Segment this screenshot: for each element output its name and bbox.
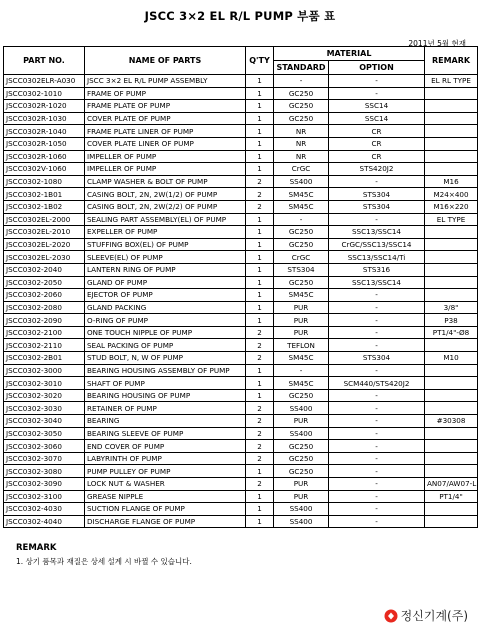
remark-cell	[425, 226, 478, 239]
remark-cell	[425, 364, 478, 377]
part-name-cell: JSCC 3×2 EL R/L PUMP ASSEMBLY	[85, 75, 246, 88]
standard-cell: GC250	[274, 389, 329, 402]
standard-cell: GC250	[274, 452, 329, 465]
part-name-cell: FRAME PLATE LINER OF PUMP	[85, 125, 246, 138]
part-no-cell: JSCC0302ELR-A030	[4, 75, 85, 88]
option-cell: CR	[329, 125, 425, 138]
header-name: NAME OF PARTS	[85, 47, 246, 75]
parts-table	[3, 46, 478, 528]
remark-cell	[425, 150, 478, 163]
company-logo	[384, 607, 468, 624]
qty-cell: 1	[246, 226, 274, 239]
standard-cell: PUR	[274, 490, 329, 503]
remark-cell: EL TYPE	[425, 213, 478, 226]
part-name-cell: SUCTION FLANGE OF PUMP	[85, 503, 246, 516]
part-name-cell: CLAMP WASHER & BOLT OF PUMP	[85, 175, 246, 188]
remark-cell: PT1/4"-Ø8	[425, 326, 478, 339]
option-cell: -	[329, 326, 425, 339]
part-no-cell: JSCC0302-3000	[4, 364, 85, 377]
part-name-cell: DISCHARGE FLANGE OF PUMP	[85, 515, 246, 528]
option-cell: -	[329, 452, 425, 465]
part-name-cell: COVER PLATE OF PUMP	[85, 112, 246, 125]
table-row	[4, 175, 478, 188]
option-cell: SCM440/STS420J2	[329, 377, 425, 390]
option-cell: SSC13/SSC14/Ti	[329, 251, 425, 264]
option-cell: -	[329, 515, 425, 528]
option-cell: -	[329, 75, 425, 88]
table-row	[4, 478, 478, 491]
standard-cell: SM45C	[274, 200, 329, 213]
remark-cell	[425, 339, 478, 352]
table-row	[4, 112, 478, 125]
option-cell: STS304	[329, 352, 425, 365]
part-no-cell: JSCC0302EL-2000	[4, 213, 85, 226]
standard-cell: TEFLON	[274, 339, 329, 352]
option-cell: -	[329, 87, 425, 100]
standard-cell: PUR	[274, 326, 329, 339]
qty-cell: 2	[246, 352, 274, 365]
standard-cell: SM45C	[274, 352, 329, 365]
part-name-cell: SEALING PART ASSEMBLY(EL) OF PUMP	[85, 213, 246, 226]
part-name-cell: SLEEVE(EL) OF PUMP	[85, 251, 246, 264]
part-no-cell: JSCC0302-4030	[4, 503, 85, 516]
part-name-cell: ONE TOUCH NIPPLE OF PUMP	[85, 326, 246, 339]
remark-cell	[425, 427, 478, 440]
table-row	[4, 276, 478, 289]
standard-cell: PUR	[274, 415, 329, 428]
option-cell: -	[329, 465, 425, 478]
qty-cell: 1	[246, 112, 274, 125]
remark-cell: EL RL TYPE	[425, 75, 478, 88]
qty-cell: 1	[246, 75, 274, 88]
remark-cell	[425, 112, 478, 125]
part-no-cell: JSCC0302-3090	[4, 478, 85, 491]
qty-cell: 2	[246, 440, 274, 453]
part-no-cell: JSCC0302-1B01	[4, 188, 85, 201]
header-remark: REMARK	[425, 47, 478, 75]
part-name-cell: IMPELLER OF PUMP	[85, 163, 246, 176]
standard-cell: PUR	[274, 314, 329, 327]
option-cell: -	[329, 427, 425, 440]
part-name-cell: RETAINER OF PUMP	[85, 402, 246, 415]
part-no-cell: JSCC0302-4040	[4, 515, 85, 528]
standard-cell: -	[274, 364, 329, 377]
qty-cell: 1	[246, 87, 274, 100]
remark-cell: M24×400	[425, 188, 478, 201]
option-cell: -	[329, 402, 425, 415]
qty-cell: 2	[246, 452, 274, 465]
table-row	[4, 238, 478, 251]
remark-cell: 3/8"	[425, 301, 478, 314]
part-no-cell: JSCC0302-2040	[4, 263, 85, 276]
option-cell: CR	[329, 137, 425, 150]
part-name-cell: GLAND PACKING	[85, 301, 246, 314]
option-cell: STS304	[329, 200, 425, 213]
standard-cell: -	[274, 75, 329, 88]
standard-cell: NR	[274, 137, 329, 150]
table-row	[4, 339, 478, 352]
remark-title: REMARK	[16, 543, 57, 553]
table-row	[4, 440, 478, 453]
part-no-cell: JSCC0302R-1030	[4, 112, 85, 125]
qty-cell: 2	[246, 339, 274, 352]
table-row	[4, 377, 478, 390]
option-cell: -	[329, 175, 425, 188]
part-name-cell: CASING BOLT, 2N, 2W(1/2) OF PUMP	[85, 188, 246, 201]
part-no-cell: JSCC0302R-1050	[4, 137, 85, 150]
remark-cell	[425, 100, 478, 113]
option-cell: -	[329, 503, 425, 516]
remark-cell	[425, 87, 478, 100]
part-name-cell: EXPELLER OF PUMP	[85, 226, 246, 239]
remark-cell	[425, 402, 478, 415]
standard-cell: GC250	[274, 238, 329, 251]
remark-cell	[425, 137, 478, 150]
remark-cell	[425, 163, 478, 176]
part-no-cell: JSCC0302V-1060	[4, 163, 85, 176]
part-no-cell: JSCC0302-2090	[4, 314, 85, 327]
part-name-cell: CASING BOLT, 2N, 2W(2/2) OF PUMP	[85, 200, 246, 213]
option-cell: -	[329, 289, 425, 302]
table-row	[4, 263, 478, 276]
option-cell: STS420J2	[329, 163, 425, 176]
qty-cell: 1	[246, 389, 274, 402]
table-row	[4, 515, 478, 528]
part-name-cell: END COVER OF PUMP	[85, 440, 246, 453]
standard-cell: NR	[274, 150, 329, 163]
table-row	[4, 326, 478, 339]
qty-cell: 1	[246, 490, 274, 503]
qty-cell: 1	[246, 238, 274, 251]
remark-cell	[425, 377, 478, 390]
remark-cell: M16×220	[425, 200, 478, 213]
standard-cell: SS400	[274, 427, 329, 440]
part-no-cell: JSCC0302-2050	[4, 276, 85, 289]
remark-cell	[425, 263, 478, 276]
remark-cell: AN07/AW07-L	[425, 478, 478, 491]
table-row	[4, 314, 478, 327]
standard-cell: CrGC	[274, 163, 329, 176]
qty-cell: 2	[246, 427, 274, 440]
part-no-cell: JSCC0302-3060	[4, 440, 85, 453]
qty-cell: 2	[246, 415, 274, 428]
header-row	[4, 47, 478, 61]
part-name-cell: PUMP PULLEY OF PUMP	[85, 465, 246, 478]
header-option: OPTION	[329, 61, 425, 75]
standard-cell: SS400	[274, 402, 329, 415]
qty-cell: 2	[246, 478, 274, 491]
company-logo-icon	[384, 609, 398, 623]
remark-cell: PT1/4"	[425, 490, 478, 503]
table-row	[4, 427, 478, 440]
remark-cell	[425, 125, 478, 138]
part-name-cell: LANTERN RING OF PUMP	[85, 263, 246, 276]
header-standard: STANDARD	[274, 61, 329, 75]
remark-note: 1. 상기 품목과 재질은 상세 설계 시 바뀔 수 있습니다.	[16, 557, 192, 566]
remark-cell: P38	[425, 314, 478, 327]
qty-cell: 2	[246, 402, 274, 415]
qty-cell: 1	[246, 289, 274, 302]
qty-cell: 1	[246, 515, 274, 528]
part-no-cell: JSCC0302-3030	[4, 402, 85, 415]
qty-cell: 1	[246, 276, 274, 289]
part-name-cell: BEARING	[85, 415, 246, 428]
qty-cell: 1	[246, 301, 274, 314]
part-name-cell: BEARING HOUSING OF PUMP	[85, 389, 246, 402]
remark-cell: #30308	[425, 415, 478, 428]
part-name-cell: BEARING HOUSING ASSEMBLY OF PUMP	[85, 364, 246, 377]
page-title: JSCC 3×2 EL R/L PUMP 부품 표	[144, 9, 336, 23]
header-part-no: PART NO.	[4, 47, 85, 75]
option-cell: -	[329, 415, 425, 428]
part-name-cell: O-RING OF PUMP	[85, 314, 246, 327]
option-cell: STS316	[329, 263, 425, 276]
qty-cell: 1	[246, 137, 274, 150]
option-cell: SSC13/SSC14	[329, 226, 425, 239]
standard-cell: GC250	[274, 276, 329, 289]
standard-cell: PUR	[274, 478, 329, 491]
standard-cell: GC250	[274, 440, 329, 453]
part-no-cell: JSCC0302-3080	[4, 465, 85, 478]
option-cell: -	[329, 364, 425, 377]
standard-cell: GC250	[274, 226, 329, 239]
table-row	[4, 137, 478, 150]
table-row	[4, 75, 478, 88]
part-name-cell: BEARING SLEEVE OF PUMP	[85, 427, 246, 440]
standard-cell: SS400	[274, 503, 329, 516]
part-no-cell: JSCC0302-2110	[4, 339, 85, 352]
table-row	[4, 402, 478, 415]
part-no-cell: JSCC0302-3020	[4, 389, 85, 402]
parts-table-body	[4, 75, 478, 528]
option-cell: -	[329, 339, 425, 352]
standard-cell: -	[274, 213, 329, 226]
standard-cell: GC250	[274, 112, 329, 125]
standard-cell: NR	[274, 125, 329, 138]
part-no-cell: JSCC0302EL-2020	[4, 238, 85, 251]
part-name-cell: GLAND OF PUMP	[85, 276, 246, 289]
part-no-cell: JSCC0302-3100	[4, 490, 85, 503]
standard-cell: SS400	[274, 515, 329, 528]
remark-cell	[425, 238, 478, 251]
part-no-cell: JSCC0302EL-2010	[4, 226, 85, 239]
part-name-cell: GREASE NIPPLE	[85, 490, 246, 503]
option-cell: -	[329, 478, 425, 491]
qty-cell: 1	[246, 251, 274, 264]
table-row	[4, 87, 478, 100]
standard-cell: GC250	[274, 100, 329, 113]
option-cell: CrGC/SSC13/SSC14	[329, 238, 425, 251]
qty-cell: 1	[246, 377, 274, 390]
company-name: 정신기계(주)	[400, 609, 468, 623]
table-row	[4, 200, 478, 213]
part-name-cell: FRAME PLATE OF PUMP	[85, 100, 246, 113]
part-name-cell: COVER PLATE LINER OF PUMP	[85, 137, 246, 150]
standard-cell: SM45C	[274, 289, 329, 302]
qty-cell: 1	[246, 364, 274, 377]
part-no-cell: JSCC0302R-1020	[4, 100, 85, 113]
remark-cell	[425, 465, 478, 478]
part-no-cell: JSCC0302EL-2030	[4, 251, 85, 264]
option-cell: STS304	[329, 188, 425, 201]
part-name-cell: IMPELLER OF PUMP	[85, 150, 246, 163]
remark-cell	[425, 452, 478, 465]
option-cell: CR	[329, 150, 425, 163]
part-no-cell: JSCC0302-2080	[4, 301, 85, 314]
part-name-cell: SEAL PACKING OF PUMP	[85, 339, 246, 352]
remark-cell	[425, 251, 478, 264]
part-no-cell: JSCC0302-1B02	[4, 200, 85, 213]
option-cell: SSC13/SSC14	[329, 276, 425, 289]
standard-cell: STS304	[274, 263, 329, 276]
remark-cell: M16	[425, 175, 478, 188]
remark-cell	[425, 289, 478, 302]
qty-cell: 1	[246, 163, 274, 176]
part-no-cell: JSCC0302-3050	[4, 427, 85, 440]
standard-cell: PUR	[274, 301, 329, 314]
option-cell: -	[329, 213, 425, 226]
table-row	[4, 251, 478, 264]
date-label: 2011년 5월 현재	[408, 39, 466, 48]
qty-cell: 2	[246, 326, 274, 339]
standard-cell: SM45C	[274, 188, 329, 201]
option-cell: -	[329, 490, 425, 503]
part-name-cell: STUD BOLT, N, W OF PUMP	[85, 352, 246, 365]
qty-cell: 1	[246, 314, 274, 327]
remark-cell	[425, 515, 478, 528]
standard-cell: CrGC	[274, 251, 329, 264]
option-cell: SSC14	[329, 100, 425, 113]
qty-cell: 1	[246, 263, 274, 276]
part-no-cell: JSCC0302-1080	[4, 175, 85, 188]
qty-cell: 1	[246, 503, 274, 516]
remark-cell: M10	[425, 352, 478, 365]
remark-cell	[425, 389, 478, 402]
part-no-cell: JSCC0302R-1040	[4, 125, 85, 138]
table-row	[4, 415, 478, 428]
table-row	[4, 301, 478, 314]
table-row	[4, 503, 478, 516]
table-row	[4, 389, 478, 402]
part-no-cell: JSCC0302-3010	[4, 377, 85, 390]
part-no-cell: JSCC0302-3040	[4, 415, 85, 428]
option-cell: -	[329, 389, 425, 402]
table-row	[4, 352, 478, 365]
qty-cell: 1	[246, 465, 274, 478]
option-cell: -	[329, 314, 425, 327]
qty-cell: 2	[246, 200, 274, 213]
part-no-cell: JSCC0302R-1060	[4, 150, 85, 163]
remark-cell	[425, 276, 478, 289]
standard-cell: GC250	[274, 87, 329, 100]
table-row	[4, 125, 478, 138]
remark-cell	[425, 440, 478, 453]
option-cell: -	[329, 301, 425, 314]
part-no-cell: JSCC0302-2100	[4, 326, 85, 339]
table-row	[4, 490, 478, 503]
table-row	[4, 150, 478, 163]
table-row	[4, 364, 478, 377]
remark-cell	[425, 503, 478, 516]
part-name-cell: EJECTOR OF PUMP	[85, 289, 246, 302]
option-cell: SSC14	[329, 112, 425, 125]
header-material: MATERIAL	[274, 47, 425, 61]
option-cell: -	[329, 440, 425, 453]
qty-cell: 1	[246, 213, 274, 226]
part-no-cell: JSCC0302-2060	[4, 289, 85, 302]
qty-cell: 1	[246, 150, 274, 163]
part-name-cell: LOCK NUT & WASHER	[85, 478, 246, 491]
standard-cell: SM45C	[274, 377, 329, 390]
qty-cell: 2	[246, 175, 274, 188]
table-row	[4, 452, 478, 465]
table-row	[4, 289, 478, 302]
table-row	[4, 465, 478, 478]
table-row	[4, 100, 478, 113]
table-row	[4, 163, 478, 176]
standard-cell: GC250	[274, 465, 329, 478]
table-row	[4, 226, 478, 239]
table-row	[4, 188, 478, 201]
qty-cell: 1	[246, 100, 274, 113]
part-no-cell: JSCC0302-2B01	[4, 352, 85, 365]
part-name-cell: STUFFING BOX(EL) OF PUMP	[85, 238, 246, 251]
part-name-cell: LABYRINTH OF PUMP	[85, 452, 246, 465]
header-qty: Q'TY	[246, 47, 274, 75]
part-no-cell: JSCC0302-1010	[4, 87, 85, 100]
part-no-cell: JSCC0302-3070	[4, 452, 85, 465]
part-name-cell: FRAME OF PUMP	[85, 87, 246, 100]
part-name-cell: SHAFT OF PUMP	[85, 377, 246, 390]
qty-cell: 1	[246, 125, 274, 138]
table-row	[4, 213, 478, 226]
standard-cell: SS400	[274, 175, 329, 188]
qty-cell: 2	[246, 188, 274, 201]
